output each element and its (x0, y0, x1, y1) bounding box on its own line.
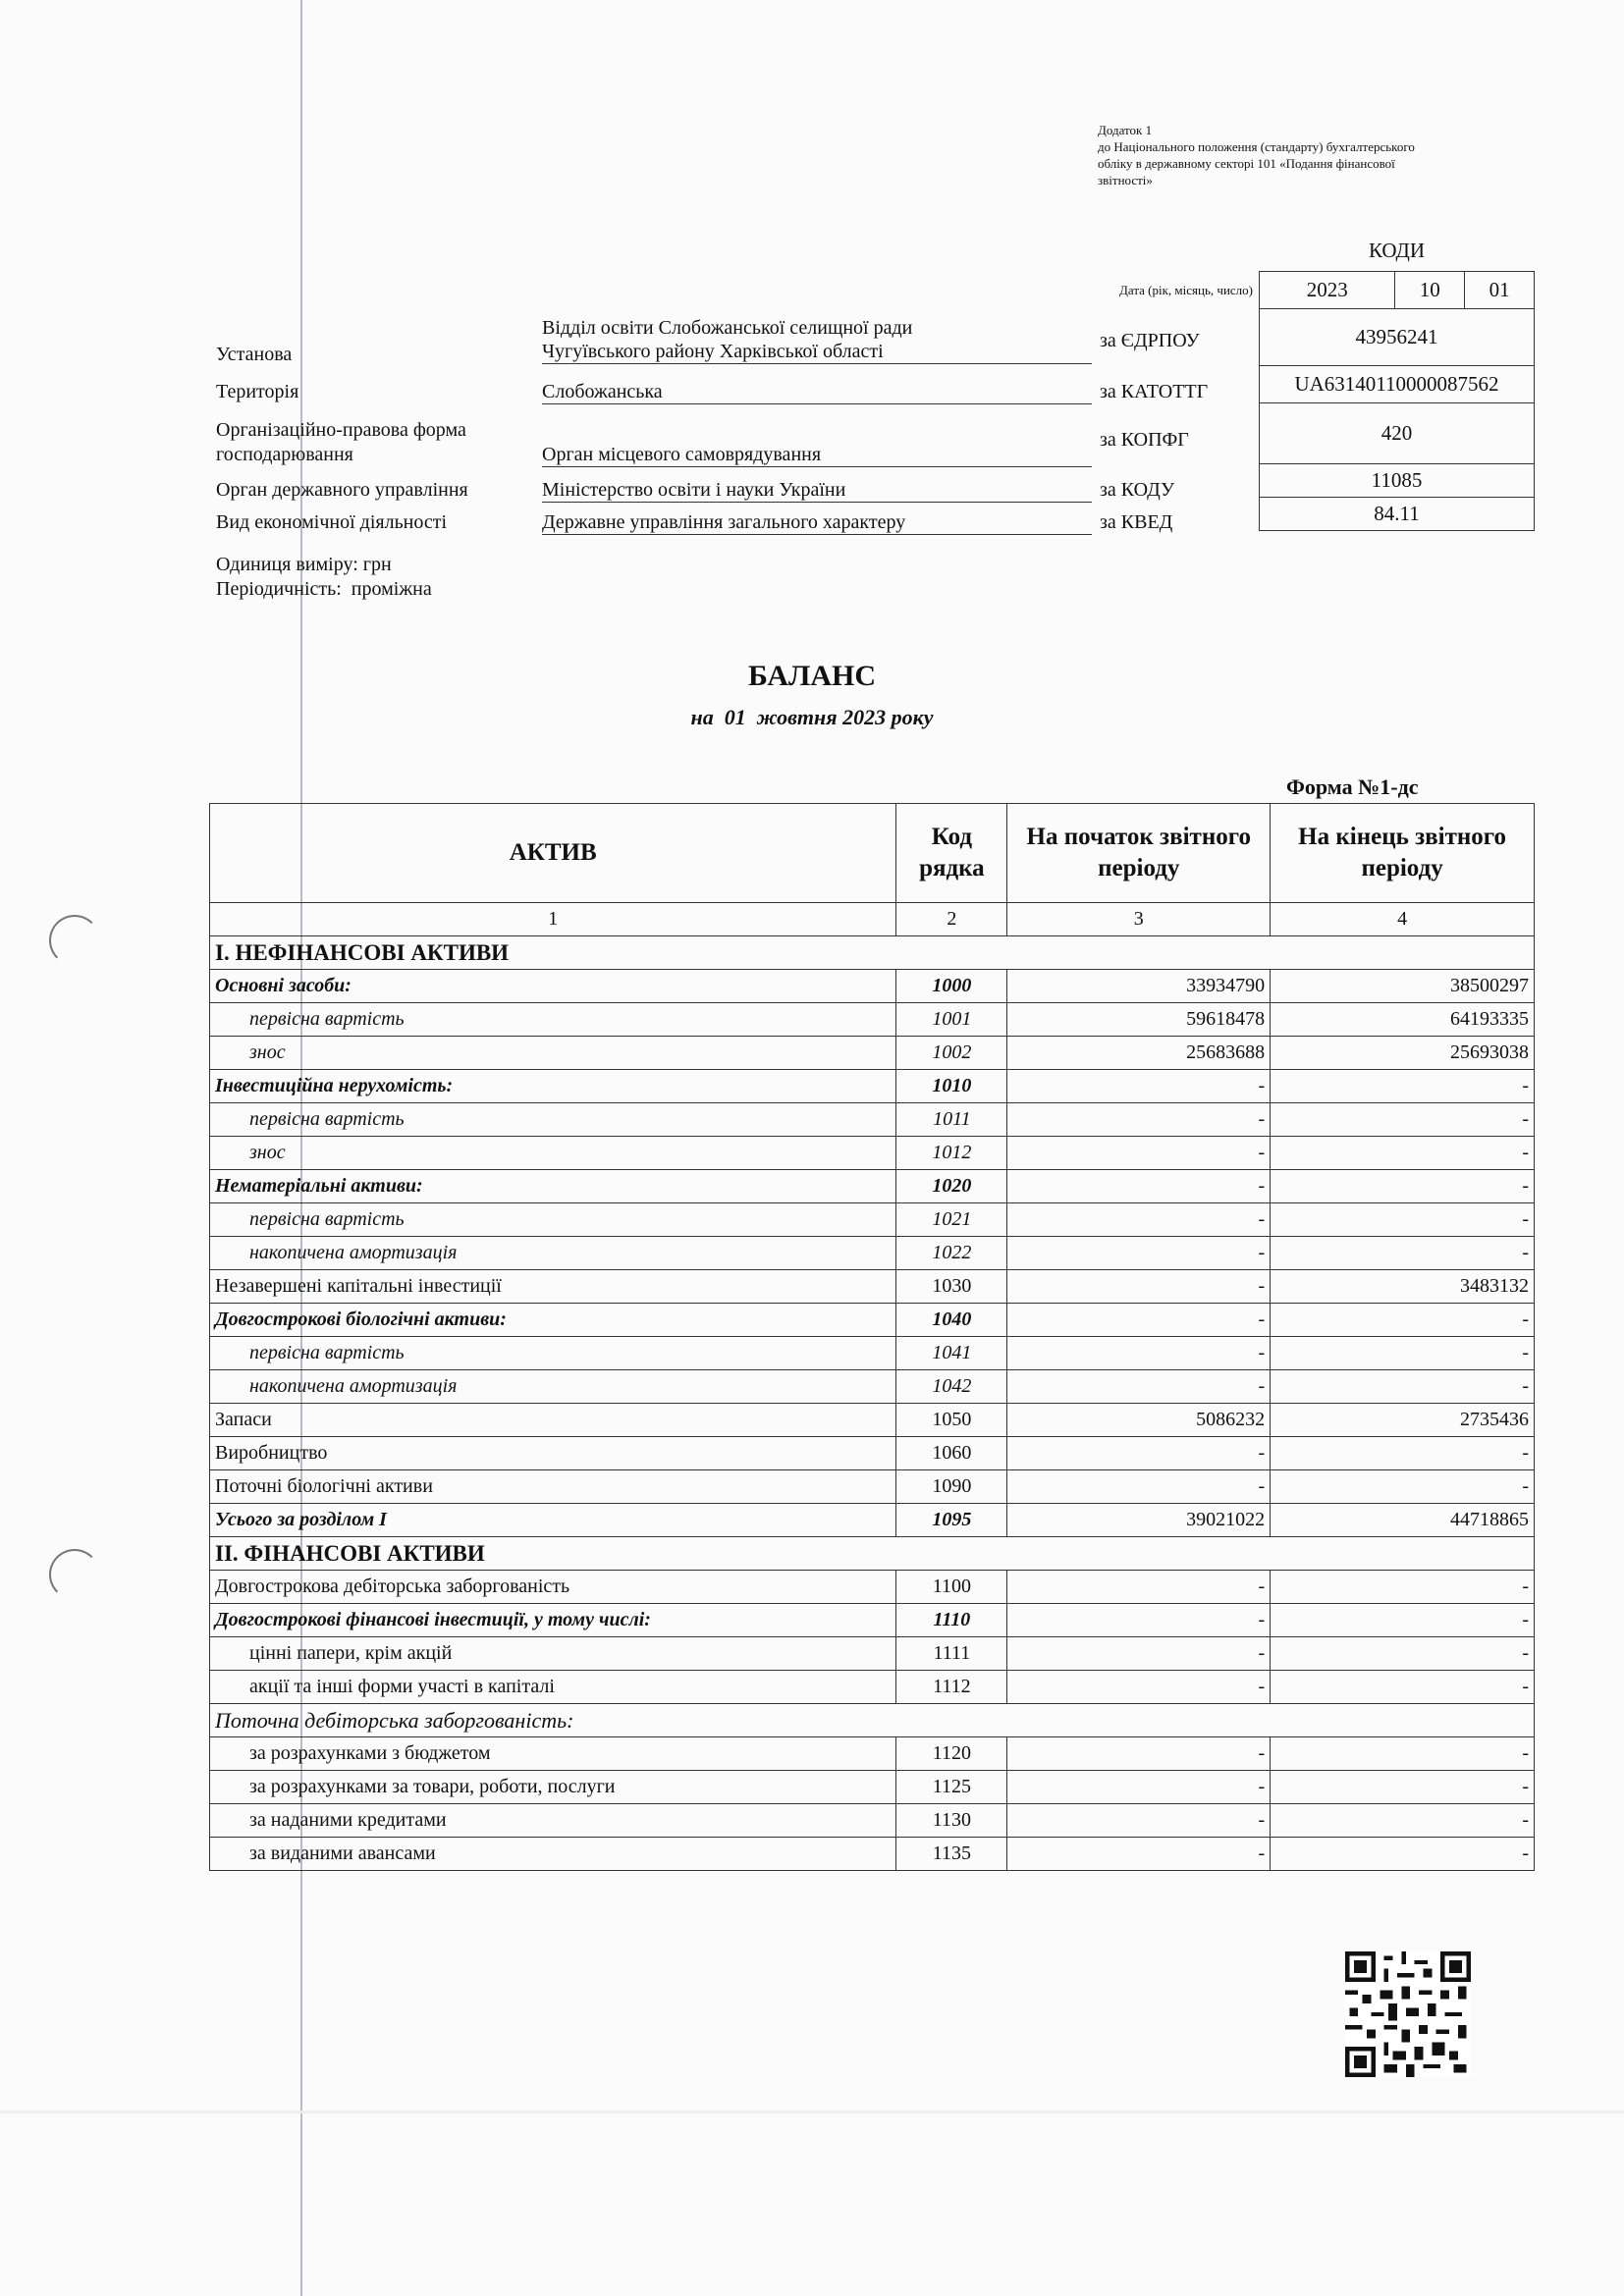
date-label: Дата (рік, місяць, число) (1119, 283, 1253, 297)
table-row (210, 1404, 1535, 1437)
row-name: Інвестиційна нерухомість: (210, 1070, 896, 1103)
row-start-value: - (1007, 1237, 1271, 1270)
row-end-value: - (1271, 1571, 1535, 1604)
table-row (210, 1270, 1535, 1304)
row-code: 1040 (896, 1304, 1007, 1337)
row-code: 1090 (896, 1470, 1007, 1504)
table-row (210, 1237, 1535, 1270)
table-row (210, 1370, 1535, 1404)
legal-form-label-line: Організаційно-правова форма (216, 419, 466, 441)
row-code: 1130 (896, 1804, 1007, 1838)
row-end-value: - (1271, 1070, 1535, 1103)
row-name: за розрахунками з бюджетом (210, 1737, 896, 1771)
table-row (210, 1003, 1535, 1037)
row-name: Довгострокові біологічні активи: (210, 1304, 896, 1337)
row-start-value: - (1007, 1571, 1271, 1604)
row-end-value: - (1271, 1838, 1535, 1871)
row-name: первісна вартість (210, 1003, 896, 1037)
row-code: 1112 (896, 1671, 1007, 1704)
row-name: акції та інші форми участі в капіталі (210, 1671, 896, 1704)
row-name: за виданими авансами (210, 1838, 896, 1871)
institution-value-line: Чугуївського району Харківської області (542, 341, 884, 362)
row-code: 1050 (896, 1404, 1007, 1437)
appendix-line: Додаток 1 (1098, 123, 1153, 137)
table-row (210, 1637, 1535, 1671)
table-row (210, 1070, 1535, 1103)
table-row (210, 1337, 1535, 1370)
row-end-value: - (1271, 1337, 1535, 1370)
row-name: Усього за розділом І (210, 1504, 896, 1537)
row-name: знос (210, 1037, 896, 1070)
table-row (210, 1170, 1535, 1203)
row-name: Виробництво (210, 1437, 896, 1470)
gov-body-value: Міністерство освіти і науки України (542, 479, 1092, 503)
code-year: 2023 (1260, 271, 1395, 308)
col-number: 1 (210, 903, 896, 936)
table-row (210, 1604, 1535, 1637)
appendix-line: обліку в державному секторі 101 «Подання фінансової (1098, 156, 1395, 171)
row-code: 1135 (896, 1838, 1007, 1871)
institution-value (542, 316, 1092, 364)
code-month: 10 (1395, 271, 1465, 308)
code-kved: 84.11 (1260, 497, 1535, 530)
row-end-value: 25693038 (1271, 1037, 1535, 1070)
row-code: 1060 (896, 1437, 1007, 1470)
row-code: 1125 (896, 1771, 1007, 1804)
form-number: Форма №1-дс (1286, 774, 1419, 799)
document-subtitle: на 01 жовтня 2023 року (690, 705, 934, 729)
row-start-value: 5086232 (1007, 1404, 1271, 1437)
row-end-value: 44718865 (1271, 1504, 1535, 1537)
kopfg-label: за КОПФГ (1100, 429, 1189, 451)
table-row (210, 1103, 1535, 1137)
table-row (210, 936, 1535, 970)
row-end-value: - (1271, 1437, 1535, 1470)
row-end-value: - (1271, 1671, 1535, 1704)
row-name: Довгострокова дебіторська заборгованість (210, 1571, 896, 1604)
row-name: первісна вартість (210, 1103, 896, 1137)
unit-label: Одиниця виміру: грн (216, 554, 392, 575)
header-start: На початок звітного періоду (1007, 804, 1271, 903)
row-end-value: 3483132 (1271, 1270, 1535, 1304)
table-row (210, 1804, 1535, 1838)
row-start-value: - (1007, 1370, 1271, 1404)
row-name: Довгострокові фінансові інвестиції, у тому числі: (210, 1604, 896, 1637)
row-code: 1110 (896, 1604, 1007, 1637)
row-end-value: - (1271, 1137, 1535, 1170)
row-code: 1095 (896, 1504, 1007, 1537)
row-name: накопичена амортизація (210, 1237, 896, 1270)
header-code: Код рядка (896, 804, 1007, 903)
row-name: первісна вартість (210, 1203, 896, 1237)
institution-label: Установа (216, 344, 293, 365)
row-end-value: - (1271, 1237, 1535, 1270)
row-end-value: 64193335 (1271, 1003, 1535, 1037)
row-end-value: - (1271, 1470, 1535, 1504)
scan-footer-line (0, 2110, 1624, 2113)
subsection-header: Поточна дебіторська заборгованість: (210, 1704, 1535, 1737)
code-day: 01 (1465, 271, 1535, 308)
row-start-value: 33934790 (1007, 970, 1271, 1003)
row-code: 1111 (896, 1637, 1007, 1671)
table-row (210, 1037, 1535, 1070)
legal-form-label (216, 418, 466, 467)
row-start-value: - (1007, 1270, 1271, 1304)
row-name: Незавершені капітальні інвестиції (210, 1270, 896, 1304)
balance-table (209, 803, 1535, 1871)
table-row (210, 1304, 1535, 1337)
qr-code-icon (1345, 1951, 1471, 2077)
table-row (210, 970, 1535, 1003)
row-start-value: - (1007, 1771, 1271, 1804)
row-start-value: - (1007, 1170, 1271, 1203)
code-kodu: 11085 (1260, 463, 1535, 497)
row-end-value: 38500297 (1271, 970, 1535, 1003)
col-number: 4 (1271, 903, 1535, 936)
appendix-note (1098, 122, 1510, 188)
header-asset: АКТИВ (210, 804, 896, 903)
row-start-value: - (1007, 1103, 1271, 1137)
appendix-line: до Національного положення (стандарту) бухгалтерського (1098, 139, 1415, 154)
row-start-value: - (1007, 1671, 1271, 1704)
row-end-value: - (1271, 1370, 1535, 1404)
row-name: накопичена амортизація (210, 1370, 896, 1404)
territory-value: Слобожанська (542, 381, 1092, 404)
row-name: Запаси (210, 1404, 896, 1437)
gov-body-label: Орган державного управління (216, 479, 468, 501)
row-code: 1030 (896, 1270, 1007, 1304)
row-name: цінні папери, крім акцій (210, 1637, 896, 1671)
row-start-value: - (1007, 1604, 1271, 1637)
table-row (210, 1203, 1535, 1237)
row-end-value: 2735436 (1271, 1404, 1535, 1437)
row-end-value: - (1271, 1804, 1535, 1838)
table-row (210, 1137, 1535, 1170)
table-row (210, 1737, 1535, 1771)
col-number: 2 (896, 903, 1007, 936)
row-start-value: - (1007, 1838, 1271, 1871)
table-row (210, 1571, 1535, 1604)
row-name: знос (210, 1137, 896, 1170)
table-row (210, 1537, 1535, 1571)
row-code: 1011 (896, 1103, 1007, 1137)
row-name: Поточні біологічні активи (210, 1470, 896, 1504)
row-code: 1042 (896, 1370, 1007, 1404)
row-code: 1010 (896, 1070, 1007, 1103)
row-name: за розрахунками за товари, роботи, послуги (210, 1771, 896, 1804)
activity-value: Державне управління загального характеру (542, 511, 1092, 535)
institution-value-line: Відділ освіти Слобожанської селищної ради (542, 317, 913, 339)
section-header: II. ФІНАНСОВІ АКТИВИ (210, 1537, 1535, 1571)
row-start-value: - (1007, 1203, 1271, 1237)
row-code: 1120 (896, 1737, 1007, 1771)
row-start-value: 59618478 (1007, 1003, 1271, 1037)
row-code: 1020 (896, 1170, 1007, 1203)
territory-label: Територія (216, 381, 299, 402)
document-title: БАЛАНС (747, 660, 877, 692)
table-row (210, 1504, 1535, 1537)
period-label: Періодичність: проміжна (216, 578, 432, 600)
row-start-value: - (1007, 1637, 1271, 1671)
row-start-value: - (1007, 1337, 1271, 1370)
row-name: за наданими кредитами (210, 1804, 896, 1838)
row-code: 1002 (896, 1037, 1007, 1070)
row-end-value: - (1271, 1771, 1535, 1804)
section-header: I. НЕФІНАНСОВІ АКТИВИ (210, 936, 1535, 970)
legal-form-value: Орган місцевого самоврядування (542, 444, 1092, 467)
row-start-value: - (1007, 1137, 1271, 1170)
code-kopfg: 420 (1260, 402, 1535, 463)
table-row (210, 1838, 1535, 1871)
row-start-value: - (1007, 1304, 1271, 1337)
appendix-line: звітності» (1098, 173, 1153, 187)
table-row (210, 1671, 1535, 1704)
katottg-label: за КАТОТТГ (1100, 381, 1209, 402)
row-name: Основні засоби: (210, 970, 896, 1003)
row-start-value: - (1007, 1804, 1271, 1838)
row-start-value: - (1007, 1070, 1271, 1103)
codes-table (1259, 232, 1535, 531)
row-start-value: 25683688 (1007, 1037, 1271, 1070)
row-start-value: - (1007, 1470, 1271, 1504)
row-code: 1012 (896, 1137, 1007, 1170)
header-end: На кінець звітного періоду (1271, 804, 1535, 903)
row-end-value: - (1271, 1737, 1535, 1771)
legal-form-label-line: господарювання (216, 444, 353, 465)
row-name: первісна вартість (210, 1337, 896, 1370)
row-end-value: - (1271, 1304, 1535, 1337)
row-code: 1100 (896, 1571, 1007, 1604)
row-end-value: - (1271, 1637, 1535, 1671)
punch-hole-bottom (49, 1549, 100, 1600)
kodu-label: за КОДУ (1100, 479, 1175, 501)
code-katottg: UA63140110000087562 (1260, 365, 1535, 402)
kved-label: за КВЕД (1100, 511, 1173, 533)
row-code: 1041 (896, 1337, 1007, 1370)
row-start-value: - (1007, 1737, 1271, 1771)
table-row (210, 1470, 1535, 1504)
row-end-value: - (1271, 1103, 1535, 1137)
row-end-value: - (1271, 1604, 1535, 1637)
col-number: 3 (1007, 903, 1271, 936)
activity-label: Вид економічної діяльності (216, 511, 448, 533)
row-name: Нематеріальні активи: (210, 1170, 896, 1203)
row-end-value: - (1271, 1203, 1535, 1237)
codes-header: КОДИ (1260, 232, 1535, 271)
code-edrpou: 43956241 (1260, 308, 1535, 365)
punch-hole-top (49, 915, 100, 966)
row-code: 1001 (896, 1003, 1007, 1037)
row-code: 1021 (896, 1203, 1007, 1237)
table-row (210, 1771, 1535, 1804)
row-code: 1022 (896, 1237, 1007, 1270)
row-start-value: - (1007, 1437, 1271, 1470)
row-code: 1000 (896, 970, 1007, 1003)
table-row (210, 1704, 1535, 1737)
table-row (210, 1437, 1535, 1470)
row-end-value: - (1271, 1170, 1535, 1203)
row-start-value: 39021022 (1007, 1504, 1271, 1537)
edrpou-label: за ЄДРПОУ (1100, 330, 1200, 351)
